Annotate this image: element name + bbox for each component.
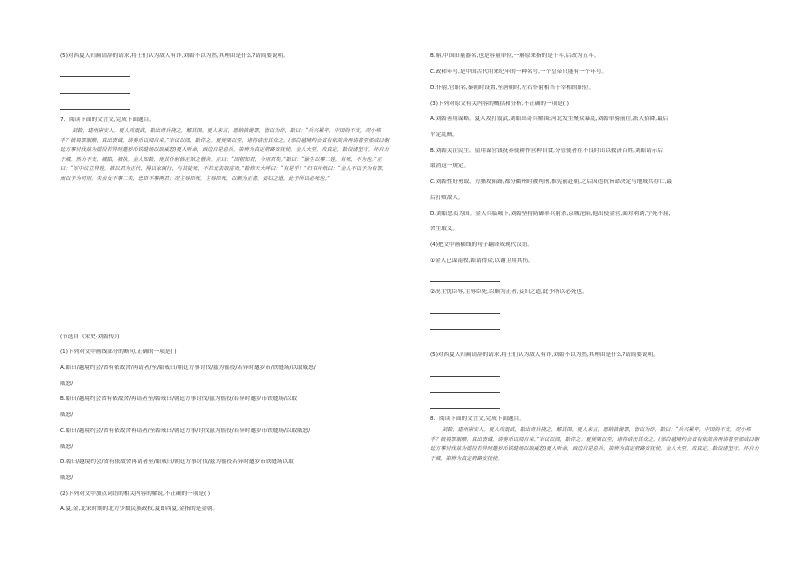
q3-option-d[interactable]: D.刘韐忠贞为国。金人兵临城下,刘韐坚持防御率兵射杀,京城沦陷,他出使金营,面对利诱,宁死不屈, xyxy=(430,211,671,217)
option-b-cont: 威怒/ xyxy=(60,412,74,418)
q2-option-c[interactable]: C.政和年号,是中国古代用来纪年的一种名号,一个皇帝只能有一个年号。 xyxy=(430,69,608,75)
q3-option-b-cont: 取消这一规定。 xyxy=(430,163,470,169)
option-c-cont: 威怒/ xyxy=(60,444,74,450)
question-7-1: (1)下列对文中画线部分的断句,正确的一项是( ) xyxy=(60,349,177,355)
q3-option-c-cont: 后打败敌人。 xyxy=(430,195,464,201)
answer-line[interactable] xyxy=(430,376,500,377)
classical-passage-8: 刘韐，建州崇安人。夏人攻震武，韐出奇兵挠之，解其围。夏人来言，愿纳款谢罪，皆以为诈，韐曰：“兵兴累年，中国尚不支，况小邦乎？彼畏罪服顺，真出衷诚，请奏币以闻自来。”宰议以闻，韐许之。夏使果以至，诸将请击其众之。(邠白越境约会省有依故舍再请者至邠成曰朝廷方事讨伐兹为徭役若异时邀岁币铁缝场以取威怒)夏人听命，西边自是息兵。第辨为真定府路安抚使。金人大至，攻真定，韐设诸坚守，坏自力于城。第辨为真定府路安抚使。 xyxy=(430,427,759,462)
question-7-2: (2)下列对文中加点词语的相关内容的解说,不正确的一项是( ) xyxy=(60,491,211,497)
answer-line[interactable] xyxy=(60,93,130,94)
classical-passage: 刘韐，建州崇安人。夏人攻震武，韐出奇兵挠之，解其围。夏人来言，愿纳款谢罪，皆以为诈，韐曰：“兵兴累年，中国尚不支，况小邦乎？彼畏罪服顺，真出衷诚，请奏币以闻自来。”宰议以闻，韐许之。夏使果以至，诸将请击其众之。(邠白越境约会省有依故舍再请者至邠成曰朝廷方事讨伐兹为徭役若异时邀岁币铁缝场以取威怒)夏人听命，西边自是息兵。第辨为真定府路安抚使。金人大至，攻真定，韐设诸坚守，坏自力于城。然力不支，城陷，被执。金人知韐，使其仆射韩正馆之僧舍。正曰：“国相知君，今用君矣。”韐曰：“偷生以事二姓，有死，不为也。”正曰：“军中议立异姓，欲以君为正代，得以家属行，与其徒死，不若北去取富贵。”韐仰天大呼曰：“有是乎！”归书片纸曰：“金人不以予为有罪，而以予为可用。夫贞女不事二夫，忠臣不事两君；况主辱臣死，主辱臣死，以顺为正者，妾妇之道，此予所以必死也。” xyxy=(60,128,389,182)
answer-line[interactable] xyxy=(430,408,500,409)
answer-line[interactable] xyxy=(60,76,130,77)
question-4: (4)把文中画横线的句子翻译成现代汉语。 xyxy=(430,242,534,248)
question-8-heading: 8．阅读下面的文言文,完成下面题目。 xyxy=(430,416,525,422)
q2-option-d[interactable]: D.仆射,官职名,秦朝时设置,至唐朝时,左右仆射相当于宰相的职位。 xyxy=(430,85,595,91)
question-5-right: (5)对西夏人归蔺请辞的请求,将士们认为敌人有诈,刘韐不以为然,其理由是什么?请简要说明。 xyxy=(430,352,659,358)
question-7-2-option-a[interactable]: A.夏,金,北宋时期的北方少数民族政权,夏即西夏,金指的是金朝。 xyxy=(60,506,219,512)
answer-line[interactable] xyxy=(430,281,500,282)
q2-option-b[interactable]: B.斛,中国旧量器名,也是容量单位,一斛原来指的是十斗,后改为五斗。 xyxy=(430,53,600,59)
answer-line[interactable] xyxy=(430,329,500,330)
question-7-heading: 7．阅读下面的文言文,完成下面题目。 xyxy=(60,117,155,123)
answer-line[interactable] xyxy=(430,392,500,393)
q4-sentence-1: ①金人已谋南牧,韐请得众,以谢卫用其伤。 xyxy=(430,258,534,264)
q4-sentence-2: ②况主忧臣辱,主辱臣死,以顺为正者,妾妇之道,此予所以必死也。 xyxy=(430,289,588,295)
q3-option-a-cont: 平定乱贼。 xyxy=(430,132,458,138)
question-3: (3)下列对原文有关内容的概括和分析,不正确的一项是( ) xyxy=(430,101,569,107)
q3-option-c[interactable]: C.刘韐性好勇取。方腊攻陷路,都分衢州时被判刑,推宪前赴朝,之后因违抗旨命决定与地域共存亡,最 xyxy=(430,179,673,185)
option-a[interactable]: A.韐曰/越境约会/省有依故舍/再请者/至/韐戒曰/朝廷方事讨伐/兹为徭役/若异时邀岁币/铁缝场/以取威怒/ xyxy=(60,365,316,371)
question-5-left: (5)对西夏人归蔺请辞的请求,将士们认为敌人有诈,刘韐不以为然,其理由是什么?请简要说明。 xyxy=(60,53,289,59)
option-c[interactable]: C.韐曰/越境约会/省有依故舍再请者/至韐戒曰/朝廷方事/讨伐兹为徭役/若异时邀岁币铁缝场/以取威怒/ xyxy=(60,428,311,434)
q3-option-a[interactable]: A.刘韐善用谋略。夏人攻打震武,刘韐出奇兵解围;河北发生聚众暴乱,刘韐单骑前往,派人招降,最后 xyxy=(430,116,669,122)
answer-line[interactable] xyxy=(60,109,130,110)
option-d-cont: 威怒/ xyxy=(60,475,74,481)
option-d[interactable]: D.韐曰/越境约会/省有依故舍再请者至/韐戒曰/朝廷方事讨伐/兹为徭役若异时邀岁币铁缝场以取 xyxy=(60,459,294,465)
q3-option-d-cont: 舍生取义。 xyxy=(430,226,458,232)
q3-option-b[interactable]: B.刘韐关注民生。留用谋官钱抚养使耕作营种自食,分管使者在不良时出以救济百姓,刘韐请示后 xyxy=(430,148,663,154)
option-a-cont: 威怒/ xyxy=(60,381,74,387)
answer-line[interactable] xyxy=(430,313,500,314)
source-note: (节选自《宋史·刘韐传》) xyxy=(60,334,120,340)
option-b[interactable]: B.韐曰/越境约会省有依故舍/再请者至/韐戒曰/朝廷方事讨伐/兹为徭役/若异时邀岁币铁缝场/以取 xyxy=(60,396,297,402)
